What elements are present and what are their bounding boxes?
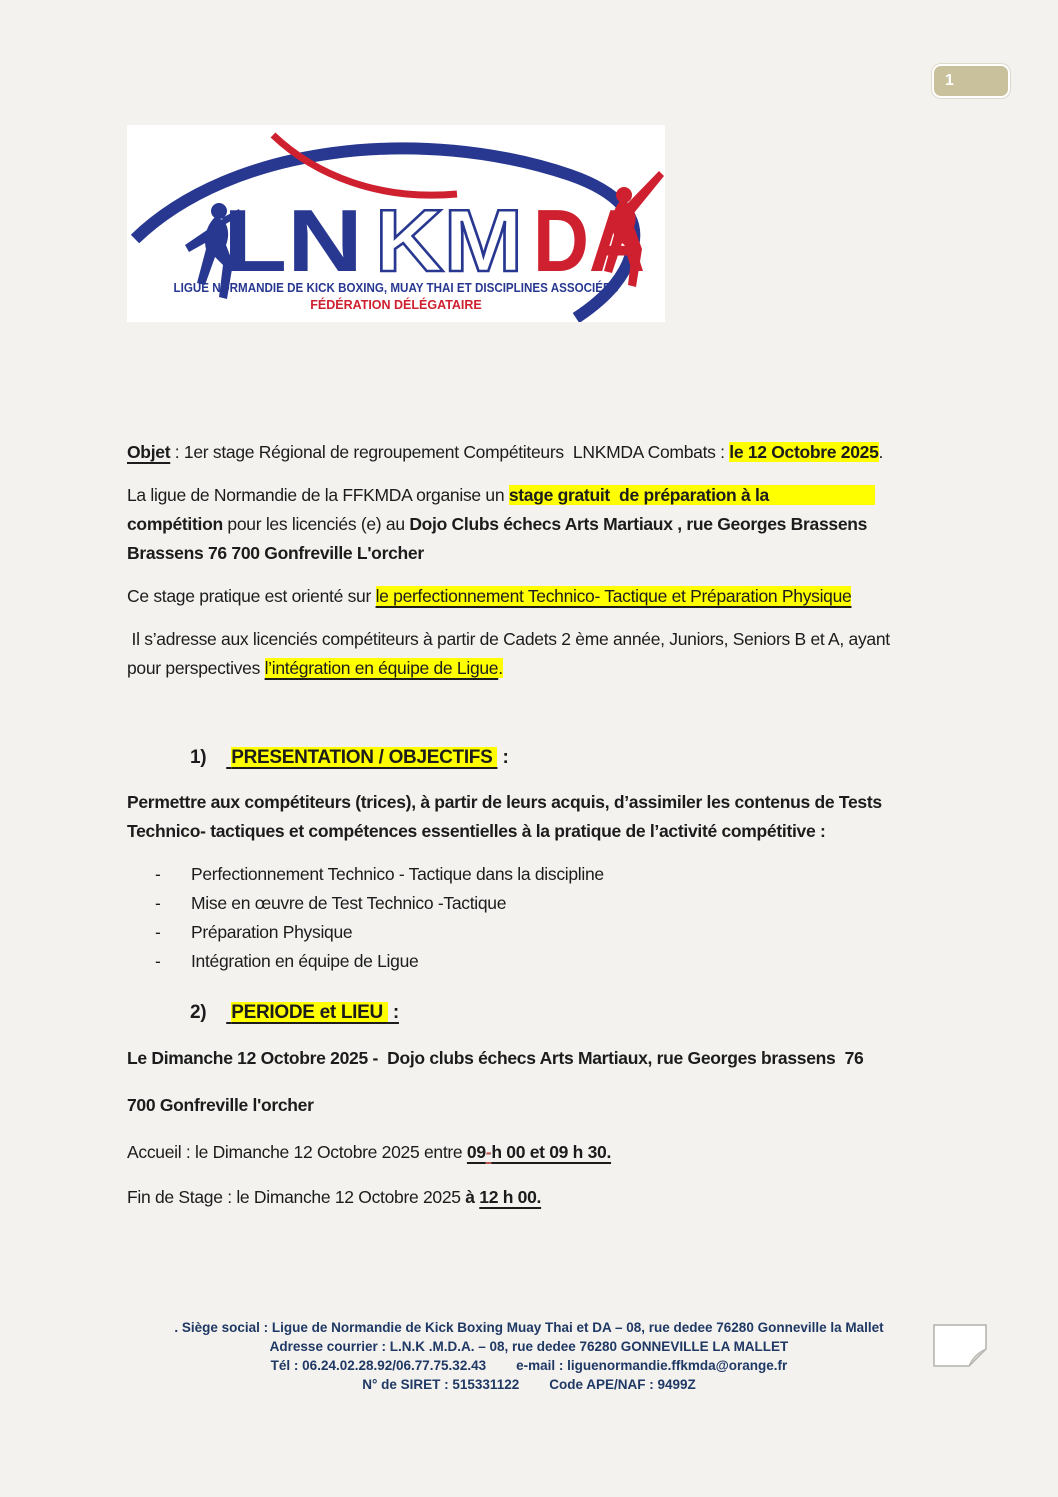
blk-fin-stage bbox=[127, 1183, 939, 1212]
footer-line-4: N° de SIRET : 515331122 Code APE/NAF : 9499Z bbox=[362, 1377, 696, 1392]
text-run: Il s’adresse aux licenciés compétiteurs à partir de Cadets 2 ème année, Juniors, Seniors B et A, ayant bbox=[127, 629, 890, 649]
blk-bullet-2 bbox=[127, 889, 939, 918]
text-line bbox=[127, 658, 503, 678]
text-run: . bbox=[878, 442, 884, 462]
text-run: Le Dimanche 12 Octobre 2025 - Dojo clubs échecs Arts Martiaux, rue Georges brassens 76 bbox=[127, 1048, 864, 1068]
blk-audience-1 bbox=[127, 625, 939, 654]
text-run: 12 h 00. bbox=[479, 1187, 542, 1207]
text-line bbox=[191, 918, 352, 947]
bullet-dash: - bbox=[155, 951, 161, 971]
text-run bbox=[206, 747, 226, 768]
blk-heading-2 bbox=[127, 998, 939, 1027]
text-line bbox=[190, 1002, 399, 1023]
page-number: 1 bbox=[945, 72, 954, 89]
text-line bbox=[127, 1142, 611, 1162]
blk-bullet-1 bbox=[127, 860, 939, 889]
text-run: à bbox=[465, 1187, 480, 1207]
text-run: le 12 Octobre 2025 bbox=[729, 442, 879, 462]
lnkmda-logo-image bbox=[127, 125, 665, 322]
text-line bbox=[127, 821, 826, 841]
text-run: Fin de Stage : le Dimanche 12 Octobre 2025 bbox=[127, 1187, 466, 1207]
text-line bbox=[190, 747, 508, 768]
footer-line-3: Tél : 06.24.02.28.92/06.77.75.32.43 e-mail : liguenormandie.ffkmda@orange.fr bbox=[270, 1358, 788, 1373]
text-run: : bbox=[497, 747, 509, 768]
blk-permettre-2 bbox=[127, 817, 939, 846]
bullet-dash: - bbox=[155, 922, 161, 942]
text-run: . bbox=[498, 658, 503, 678]
text-run: pour les licenciés (e) au bbox=[222, 514, 410, 534]
text-line bbox=[127, 792, 882, 812]
text-run: Mise en œuvre de Test Technico -Tactique bbox=[191, 893, 507, 913]
page-curl-icon bbox=[933, 1324, 987, 1367]
blk-bullet-3 bbox=[127, 918, 939, 947]
blk-bullet-4 bbox=[127, 947, 939, 976]
footer-line-1: . Siège social : Ligue de Normandie de Kick Boxing Muay Thai et DA – 08, rue dedee 76280 Gonneville la Mallet bbox=[174, 1320, 884, 1335]
blk-audience-2 bbox=[127, 654, 939, 683]
footer-line-2: Adresse courrier : L.N.K .M.D.A. – 08, rue dedee 76280 GONNEVILLE LA MALLET bbox=[269, 1339, 789, 1354]
blk-heading-1 bbox=[127, 743, 939, 772]
bullet-dash: - bbox=[155, 893, 161, 913]
text-line bbox=[127, 442, 883, 462]
page-number-badge bbox=[932, 64, 1010, 98]
text-run: : 1er stage Régional de regroupement Compétiteurs LNKMDA Combats : bbox=[170, 442, 730, 462]
text-run: Technico- tactiques et compétences essentielles à la pratique de l’activité compétitive : bbox=[127, 821, 826, 841]
logo-subtitle: LIGUE NORMANDIE DE KICK BOXING, MUAY THAI ET DISCIPLINES ASSOCIÉES bbox=[173, 280, 619, 295]
text-line bbox=[127, 586, 851, 606]
text-run: 09 bbox=[466, 1142, 486, 1162]
blk-intro-2 bbox=[127, 510, 939, 539]
text-line bbox=[127, 629, 890, 649]
text-line bbox=[127, 1095, 314, 1115]
text-run: Perfectionnement Technico - Tactique dans la discipline bbox=[191, 864, 604, 884]
footer bbox=[0, 1318, 1058, 1394]
text-run: 1) bbox=[190, 747, 207, 768]
text-line bbox=[127, 485, 875, 505]
blk-intro-3 bbox=[127, 539, 939, 568]
text-run: PERIODE et LIEU bbox=[231, 1002, 388, 1023]
text-run: l’intégration en équipe de Ligue bbox=[264, 658, 499, 678]
text-run: h 00 et 09 h 30. bbox=[491, 1142, 612, 1162]
text-run: Dojo Clubs échecs Arts Martiaux , rue Georges Brassens bbox=[409, 514, 868, 534]
blk-accueil bbox=[127, 1138, 939, 1167]
text-run: compétition bbox=[127, 514, 223, 534]
text-line bbox=[127, 543, 424, 563]
text-run: Objet bbox=[127, 442, 171, 462]
text-run: - bbox=[485, 1142, 492, 1162]
text-run: 700 Gonfreville l'orcher bbox=[127, 1095, 314, 1115]
lnkmda-logo bbox=[127, 125, 665, 322]
blk-lieu-2 bbox=[127, 1091, 939, 1120]
blk-objet bbox=[127, 438, 939, 467]
text-run: Intégration en équipe de Ligue bbox=[191, 951, 419, 971]
logo-tagline: FÉDÉRATION DÉLÉGATAIRE bbox=[310, 298, 482, 312]
logo-letters-km: KM bbox=[375, 191, 523, 290]
text-line bbox=[191, 889, 506, 918]
text-line bbox=[191, 860, 604, 889]
text-run: Brassens 76 700 Gonfreville L'orcher bbox=[127, 543, 424, 563]
text-run: Préparation Physique bbox=[191, 922, 353, 942]
text-run: stage gratuit de préparation à la bbox=[509, 485, 875, 505]
text-run: 2) bbox=[190, 1002, 207, 1023]
text-line bbox=[191, 947, 418, 976]
blk-permettre-1 bbox=[127, 788, 939, 817]
bullet-dash: - bbox=[155, 864, 161, 884]
text-run: le perfectionnement Technico- Tactique et Préparation Physique bbox=[375, 586, 852, 606]
text-run: : bbox=[387, 1002, 399, 1023]
text-run: Accueil : le Dimanche 12 Octobre 2025 entre bbox=[127, 1142, 467, 1162]
text-line bbox=[127, 514, 867, 534]
text-run: PRESENTATION / OBJECTIFS bbox=[231, 747, 498, 768]
text-run: Permettre aux compétiteurs (trices), à partir de leurs acquis, d’assimiler les contenus de Tests bbox=[127, 792, 882, 812]
blk-intro-1 bbox=[127, 481, 939, 510]
text-run: pour perspectives bbox=[127, 658, 265, 678]
text-run: Ce stage pratique est orienté sur bbox=[127, 586, 376, 606]
text-line bbox=[127, 1048, 863, 1068]
text-run: La ligue de Normandie de la FFKMDA organise un bbox=[127, 485, 509, 505]
text-run bbox=[206, 1002, 226, 1023]
text-line bbox=[127, 1187, 541, 1207]
document-body bbox=[127, 430, 939, 1212]
logo-letters-ln: LN bbox=[223, 191, 363, 290]
blk-date-lieu bbox=[127, 1044, 939, 1073]
blk-oriented bbox=[127, 582, 939, 611]
logo-letters-da: DA bbox=[533, 191, 645, 290]
